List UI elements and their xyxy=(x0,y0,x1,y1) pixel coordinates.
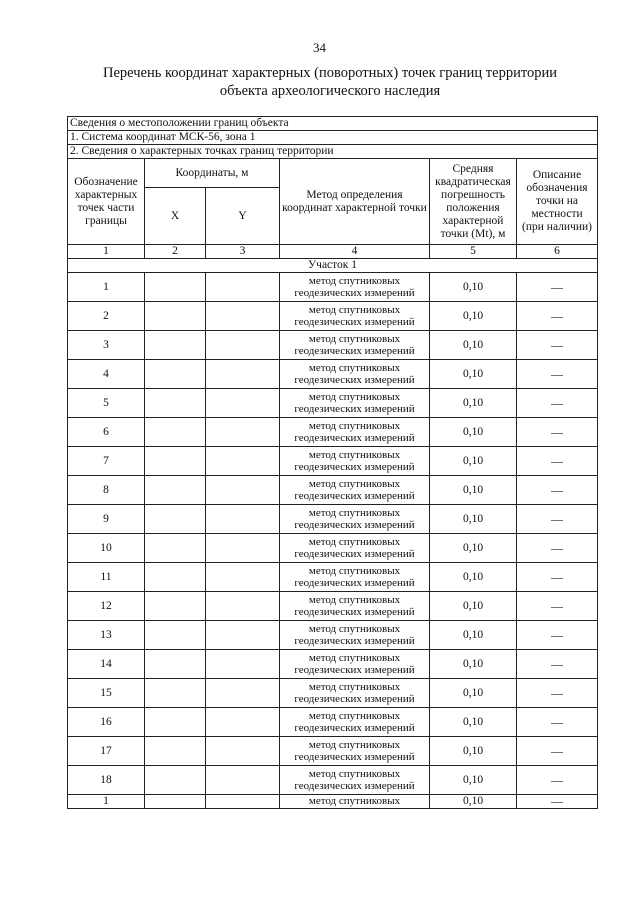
table-row xyxy=(68,389,598,418)
table-row xyxy=(68,650,598,679)
cell-error: 0,10 xyxy=(430,737,517,766)
column-number: 1 xyxy=(68,245,145,259)
cell-method: метод спутниковых геодезических измерений xyxy=(280,505,430,534)
info-location: Сведения о местоположении границ объекта xyxy=(68,117,598,131)
cell-method: метод спутниковых геодезических измерений xyxy=(280,708,430,737)
cell-x xyxy=(145,389,206,418)
cell-y xyxy=(206,476,280,505)
cell-description: — xyxy=(517,563,598,592)
table-row xyxy=(68,418,598,447)
cell-description: — xyxy=(517,476,598,505)
table-row xyxy=(68,302,598,331)
cell-method: метод спутниковых геодезических измерений xyxy=(280,766,430,795)
cell-method: метод спутниковых геодезических измерений xyxy=(280,302,430,331)
table-row xyxy=(68,476,598,505)
cell-y xyxy=(206,505,280,534)
cell-y xyxy=(206,534,280,563)
cell-error: 0,10 xyxy=(430,447,517,476)
cell-x xyxy=(145,447,206,476)
cell-x xyxy=(145,302,206,331)
cell-description: — xyxy=(517,679,598,708)
cell-point: 9 xyxy=(68,505,145,534)
cell-point: 10 xyxy=(68,534,145,563)
cell-x xyxy=(145,563,206,592)
title-line-2: объекта археологического наследия xyxy=(219,83,441,99)
cell-method: метод спутниковых геодезических измерений xyxy=(280,592,430,621)
column-number: 3 xyxy=(206,245,280,259)
header-row xyxy=(68,159,598,188)
cell-method: метод спутниковых геодезических измерений xyxy=(280,331,430,360)
cell-method: метод спутниковых геодезических измерений xyxy=(280,447,430,476)
cell-y xyxy=(206,679,280,708)
cell-method: метод спутниковых геодезических измерений xyxy=(280,360,430,389)
cell-x xyxy=(145,505,206,534)
cell-method: метод спутниковых геодезических измерений xyxy=(280,737,430,766)
cell-method: метод спутниковых геодезических измерений xyxy=(280,534,430,563)
cell-error: 0,10 xyxy=(430,563,517,592)
cell-description: — xyxy=(517,505,598,534)
cell-x xyxy=(145,360,206,389)
header-error: Средняя квадратическая погрешность положения характерной точки (Mt), м xyxy=(430,159,517,245)
cell-error: 0,10 xyxy=(430,766,517,795)
cell-y xyxy=(206,650,280,679)
cell-error: 0,10 xyxy=(430,592,517,621)
cell-error: 0,10 xyxy=(430,476,517,505)
cell-y xyxy=(206,389,280,418)
cell-error: 0,10 xyxy=(430,418,517,447)
cell-method: метод спутниковых геодезических измерений xyxy=(280,418,430,447)
table-row xyxy=(68,592,598,621)
cell-point: 5 xyxy=(68,389,145,418)
cell-x xyxy=(145,621,206,650)
coordinates-table xyxy=(67,116,598,809)
table-row xyxy=(68,505,598,534)
cell-error: 0,10 xyxy=(430,331,517,360)
cell-description: — xyxy=(517,621,598,650)
section-title: Участок 1 xyxy=(68,259,598,273)
cell-y xyxy=(206,766,280,795)
header-y: Y xyxy=(206,188,280,245)
cell-point: 11 xyxy=(68,563,145,592)
cell-y xyxy=(206,418,280,447)
cell-description: — xyxy=(517,389,598,418)
cell-method: метод спутниковых геодезических измерений xyxy=(280,389,430,418)
cell-point: 14 xyxy=(68,650,145,679)
cell-point: 18 xyxy=(68,766,145,795)
table-row xyxy=(68,766,598,795)
cell-error: 0,10 xyxy=(430,505,517,534)
cell-description: — xyxy=(517,302,598,331)
header-point-designation: Обозначение характерных точек части границы xyxy=(68,159,145,245)
cell-x xyxy=(145,534,206,563)
cell-description: — xyxy=(517,766,598,795)
cell-error: 0,10 xyxy=(430,621,517,650)
table-row xyxy=(68,331,598,360)
table-row xyxy=(68,708,598,737)
info-row xyxy=(68,117,598,131)
document-title xyxy=(60,64,600,100)
cell-point: 6 xyxy=(68,418,145,447)
cell-description: — xyxy=(517,795,598,809)
section-row xyxy=(68,259,598,273)
cell-y xyxy=(206,563,280,592)
cell-y xyxy=(206,273,280,302)
cell-x xyxy=(145,766,206,795)
cell-method: метод спутниковых xyxy=(280,795,430,809)
table-row xyxy=(68,679,598,708)
cell-error: 0,10 xyxy=(430,273,517,302)
cell-x xyxy=(145,650,206,679)
cell-x xyxy=(145,273,206,302)
cell-description: — xyxy=(517,534,598,563)
cell-method: метод спутниковых геодезических измерений xyxy=(280,273,430,302)
column-number: 2 xyxy=(145,245,206,259)
cell-point: 17 xyxy=(68,737,145,766)
page-number: 34 xyxy=(313,40,326,55)
table-row xyxy=(68,621,598,650)
header-method: Метод определения координат характерной точки xyxy=(280,159,430,245)
cell-y xyxy=(206,737,280,766)
cell-x xyxy=(145,737,206,766)
header-description: Описание обозначения точки на местности (при наличии) xyxy=(517,159,598,245)
cell-error: 0,10 xyxy=(430,708,517,737)
info-coordinate-system: 1. Система координат МСК-56, зона 1 xyxy=(68,131,598,145)
cell-description: — xyxy=(517,360,598,389)
cell-x xyxy=(145,592,206,621)
column-numbers-row xyxy=(68,245,598,259)
cell-point: 1 xyxy=(68,273,145,302)
table-row xyxy=(68,795,598,809)
cell-error: 0,10 xyxy=(430,795,517,809)
cell-error: 0,10 xyxy=(430,389,517,418)
cell-point: 7 xyxy=(68,447,145,476)
cell-y xyxy=(206,621,280,650)
cell-method: метод спутниковых геодезических измерений xyxy=(280,679,430,708)
title-line-1: Перечень координат характерных (поворотных) точек границ территории xyxy=(102,65,558,81)
cell-method: метод спутниковых геодезических измерений xyxy=(280,563,430,592)
cell-error: 0,10 xyxy=(430,534,517,563)
cell-point: 1 xyxy=(68,795,145,809)
cell-y xyxy=(206,795,280,809)
cell-point: 3 xyxy=(68,331,145,360)
cell-description: — xyxy=(517,273,598,302)
cell-description: — xyxy=(517,737,598,766)
column-number: 4 xyxy=(280,245,430,259)
column-number: 5 xyxy=(430,245,517,259)
cell-y xyxy=(206,592,280,621)
cell-method: метод спутниковых геодезических измерений xyxy=(280,650,430,679)
cell-point: 16 xyxy=(68,708,145,737)
cell-x xyxy=(145,708,206,737)
cell-x xyxy=(145,476,206,505)
column-number: 6 xyxy=(517,245,598,259)
cell-point: 2 xyxy=(68,302,145,331)
cell-error: 0,10 xyxy=(430,650,517,679)
cell-error: 0,10 xyxy=(430,302,517,331)
cell-description: — xyxy=(517,650,598,679)
cell-description: — xyxy=(517,708,598,737)
cell-point: 4 xyxy=(68,360,145,389)
cell-x xyxy=(145,795,206,809)
cell-description: — xyxy=(517,447,598,476)
cell-y xyxy=(206,302,280,331)
cell-x xyxy=(145,331,206,360)
table-row xyxy=(68,737,598,766)
table-row xyxy=(68,360,598,389)
info-row xyxy=(68,131,598,145)
cell-method: метод спутниковых геодезических измерений xyxy=(280,621,430,650)
cell-point: 8 xyxy=(68,476,145,505)
cell-y xyxy=(206,331,280,360)
cell-point: 13 xyxy=(68,621,145,650)
cell-error: 0,10 xyxy=(430,679,517,708)
cell-description: — xyxy=(517,592,598,621)
table-row xyxy=(68,534,598,563)
cell-y xyxy=(206,447,280,476)
cell-description: — xyxy=(517,331,598,360)
table-row xyxy=(68,273,598,302)
table-row xyxy=(68,563,598,592)
header-coordinates: Координаты, м xyxy=(145,159,280,188)
cell-method: метод спутниковых геодезических измерений xyxy=(280,476,430,505)
cell-point: 12 xyxy=(68,592,145,621)
table-row xyxy=(68,447,598,476)
cell-point: 15 xyxy=(68,679,145,708)
cell-description: — xyxy=(517,418,598,447)
info-row xyxy=(68,145,598,159)
info-points: 2. Сведения о характерных точках границ территории xyxy=(68,145,598,159)
cell-x xyxy=(145,418,206,447)
cell-y xyxy=(206,360,280,389)
cell-y xyxy=(206,708,280,737)
cell-error: 0,10 xyxy=(430,360,517,389)
cell-x xyxy=(145,679,206,708)
header-x: X xyxy=(145,188,206,245)
